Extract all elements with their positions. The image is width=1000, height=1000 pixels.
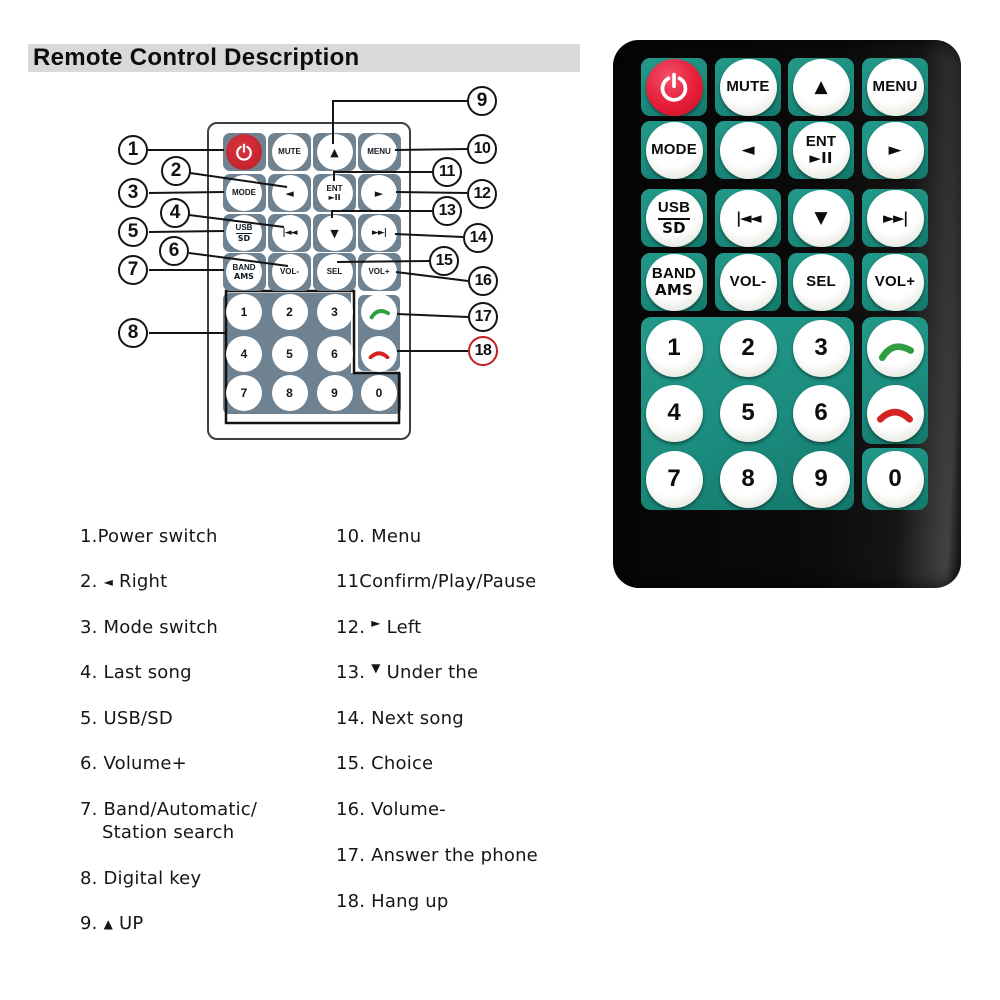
diagram-key-digit-0: [361, 375, 397, 411]
legend-text: 18. Hang up: [336, 891, 449, 912]
vol-plus-label: VOL+: [368, 267, 390, 277]
legend-text: Station search: [102, 822, 235, 843]
legend-item-left-4: [80, 708, 173, 729]
legend-item-left-3: [80, 662, 192, 683]
usb-sd-label: USB: [236, 223, 253, 234]
digit-2-label: 2: [741, 334, 755, 361]
band-ams-label: BAND: [232, 262, 256, 272]
photo-key-digit-9: [793, 451, 850, 508]
legend-item-right-7: [336, 845, 538, 866]
callout-18: 18: [468, 336, 498, 366]
diagram-key-digit-2: [272, 294, 308, 330]
answer-phone-icon: [367, 304, 391, 321]
sel-label: SEL: [326, 267, 343, 277]
diagram-key-answer-call: [361, 294, 397, 330]
diagram-key-power: [226, 134, 262, 170]
digit-8-label: 8: [741, 465, 755, 492]
legend-text: 8. Digital key: [80, 868, 202, 889]
diagram-key-digit-3: [317, 294, 353, 330]
down-glyph: ▼: [814, 208, 828, 228]
legend-text: 10. Menu: [336, 526, 422, 547]
next-glyph: ►►|: [882, 209, 908, 227]
legend-num: 12.: [336, 617, 366, 638]
previous-glyph: |◄◄: [282, 228, 297, 238]
photo-key-hang-up: [867, 385, 924, 442]
callout-11: 11: [432, 157, 462, 187]
ent-play-pause-label: ENT: [326, 183, 343, 193]
mode-label: MODE: [232, 188, 256, 198]
digit-5-label: 5: [741, 399, 755, 426]
photo-key-digit-8: [720, 451, 777, 508]
photo-key-mode: [646, 122, 703, 179]
photo-key-digit-0: [867, 451, 924, 508]
legend-num: 9.: [80, 913, 98, 934]
photo-key-right-arrow: [867, 122, 924, 179]
photo-key-answer-call: [867, 320, 924, 377]
legend-text: 5. USB/SD: [80, 708, 173, 729]
digit-2-label: 2: [286, 305, 293, 319]
legend-item-right-6: [336, 799, 446, 820]
photo-key-usb-sd: [646, 190, 703, 247]
left-arrow-glyph: ◄: [741, 140, 755, 160]
digit-1-label: 1: [667, 334, 681, 361]
digit-9-label: 9: [331, 385, 338, 400]
legend-text: 14. Next song: [336, 708, 464, 729]
digit-3-label: 3: [331, 305, 338, 319]
digit-9-label: 9: [814, 465, 828, 492]
diagram-key-usb-sd: [226, 215, 262, 251]
callout-7: 7: [118, 255, 148, 285]
photo-key-digit-1: [646, 320, 703, 377]
right-arrow-glyph: ►: [888, 140, 902, 160]
diagram-key-down: [317, 215, 353, 251]
diagram-key-up: [317, 134, 353, 170]
legend-item-right-0: [336, 526, 421, 547]
digit-0-label: 0: [375, 385, 383, 400]
digit-0-label: 0: [888, 465, 902, 492]
diagram-key-mode: [226, 175, 262, 211]
hangup-phone-icon: [368, 348, 390, 360]
diagram-key-right-arrow: [361, 175, 397, 211]
ent-play-pause-label: ENT: [805, 132, 837, 150]
legend-num: 13.: [336, 662, 366, 683]
legend-text: Under the: [386, 662, 479, 683]
legend-text: Left: [386, 617, 422, 638]
photo-key-left-arrow: [720, 122, 777, 179]
legend-text: 11Confirm/Play/Pause: [336, 571, 537, 592]
photo-key-digit-7: [646, 451, 703, 508]
diagram-key-left-arrow: [272, 175, 308, 211]
legend-text: 15. Choice: [336, 753, 434, 774]
power-icon: [657, 70, 691, 104]
previous-glyph: |◄◄: [735, 209, 761, 227]
photo-key-digit-6: [793, 385, 850, 442]
legend-text: 3. Mode switch: [80, 617, 218, 638]
digit-4-label: 4: [667, 399, 681, 426]
legend-text: 6. Volume+: [80, 753, 187, 774]
diagram-remote-body: [207, 122, 411, 440]
callout-12: 12: [467, 179, 497, 209]
legend-item-left-6-line2: [102, 822, 234, 843]
usb-sd-label2: SD: [662, 218, 686, 237]
digit-3-label: 3: [814, 334, 828, 361]
diagram-key-digit-8: [272, 375, 308, 411]
ent-play-pause-label2: ►II: [809, 149, 833, 167]
legend-text: 1.Power switch: [80, 526, 218, 547]
callout-17: 17: [468, 302, 498, 332]
legend-num: 2.: [80, 571, 98, 592]
diagram-key-vol-minus: [272, 254, 308, 290]
diagram-key-digit-9: [317, 375, 353, 411]
diagram-key-sel: [317, 254, 353, 290]
diagram-key-digit-4: [226, 336, 262, 372]
digit-7-label: 7: [667, 465, 681, 492]
callout-5: 5: [118, 217, 148, 247]
legend-item-right-1: [336, 571, 536, 592]
mode-label: MODE: [651, 140, 697, 158]
diagram-key-digit-6: [317, 336, 353, 372]
diagram-key-ent-play-pause: [317, 175, 353, 211]
legend-down-triangle-icon: ▼: [371, 661, 381, 675]
legend-item-left-1: [80, 571, 167, 592]
legend-item-left-5: [80, 753, 187, 774]
photo-key-power: [646, 59, 703, 116]
legend-item-left-8: [80, 913, 143, 934]
photo-key-mute: [720, 59, 777, 116]
photo-key-vol-minus: [720, 254, 777, 311]
callout-3: 3: [118, 178, 148, 208]
legend-text: UP: [119, 913, 144, 934]
band-ams-label: BAND: [651, 264, 697, 282]
diagram-key-band-ams: [226, 254, 262, 290]
down-glyph: ▼: [330, 226, 339, 240]
photo-key-menu: [867, 59, 924, 116]
legend-right-triangle-icon: ►: [371, 616, 381, 630]
legend-text: 7. Band/Automatic/: [80, 799, 258, 820]
diagram-key-digit-5: [272, 336, 308, 372]
page-title: Remote Control Description: [33, 44, 360, 71]
usb-sd-label2: SD: [237, 234, 251, 243]
photo-key-down: [793, 190, 850, 247]
up-glyph: ▲: [814, 77, 828, 97]
digit-1-label: 1: [240, 305, 248, 319]
menu-label: MENU: [872, 77, 918, 95]
digit-7-label: 7: [240, 385, 248, 400]
photo-remote-body: [613, 40, 961, 588]
menu-label: MENU: [367, 147, 391, 157]
legend-item-right-8: [336, 891, 449, 912]
digit-4-label: 4: [240, 346, 248, 361]
callout-9: 9: [467, 86, 497, 116]
digit-6-label: 6: [331, 346, 338, 361]
usb-sd-label: USB: [658, 200, 690, 219]
vol-minus-label: VOL-: [279, 267, 300, 277]
diagram-key-hang-up: [361, 336, 397, 372]
callout-15: 15: [429, 246, 459, 276]
legend-item-right-5: [336, 753, 433, 774]
legend-item-right-3: [336, 662, 478, 683]
diagram-key-next: [361, 215, 397, 251]
digit-6-label: 6: [814, 399, 828, 426]
legend-text: Right: [119, 571, 168, 592]
mute-label: MUTE: [278, 147, 301, 157]
photo-key-digit-5: [720, 385, 777, 442]
next-glyph: ►►|: [371, 228, 387, 238]
legend-item-right-2: [336, 617, 421, 638]
diagram-key-menu: [361, 134, 397, 170]
up-glyph: ▲: [330, 145, 339, 159]
callout-8: 8: [118, 318, 148, 348]
diagram-key-digit-7: [226, 375, 262, 411]
digit-8-label: 8: [286, 385, 293, 400]
answer-phone-icon: [874, 333, 916, 362]
hangup-phone-icon: [876, 403, 914, 424]
power-icon: [234, 142, 254, 162]
callout-4: 4: [160, 198, 190, 228]
legend-item-right-4: [336, 708, 464, 729]
ent-play-pause-label2: ►II: [328, 193, 341, 202]
right-arrow-glyph: ►: [374, 186, 384, 200]
photo-key-up: [793, 59, 850, 116]
callout-2: 2: [161, 156, 191, 186]
legend-text: 4. Last song: [80, 662, 192, 683]
photo-key-vol-plus: [867, 254, 924, 311]
title-bar: [28, 44, 580, 72]
legend-text: 16. Volume-: [336, 799, 446, 820]
legend-text: 17. Answer the phone: [336, 845, 538, 866]
sel-label: SEL: [806, 272, 836, 290]
photo-key-next: [867, 190, 924, 247]
photo-key-band-ams: [646, 254, 703, 311]
photo-key-sel: [793, 254, 850, 311]
legend-up-triangle-icon: ▲: [103, 917, 114, 931]
vol-plus-label: VOL+: [874, 272, 916, 290]
band-ams-label2: AMS: [234, 272, 254, 281]
vol-minus-label: VOL-: [729, 272, 767, 290]
callout-14: 14: [463, 223, 493, 253]
callout-6: 6: [159, 236, 189, 266]
band-ams-label2: AMS: [655, 281, 693, 299]
legend-item-left-7: [80, 868, 201, 889]
diagram-key-mute: [272, 134, 308, 170]
diagram-key-previous: [272, 215, 308, 251]
photo-key-previous: [720, 190, 777, 247]
callout-13: 13: [432, 196, 462, 226]
legend-item-left-0: [80, 526, 218, 547]
legend-left-triangle-icon: ◄: [103, 575, 114, 589]
diagram-key-digit-1: [226, 294, 262, 330]
photo-key-digit-3: [793, 320, 850, 377]
photo-key-ent-play-pause: [793, 122, 850, 179]
photo-key-digit-4: [646, 385, 703, 442]
callout-10: 10: [467, 134, 497, 164]
digit-5-label: 5: [286, 346, 293, 361]
legend-item-left-2: [80, 617, 218, 638]
callout-1: 1: [118, 135, 148, 165]
mute-label: MUTE: [726, 77, 770, 95]
left-arrow-glyph: ◄: [285, 186, 294, 200]
diagram-key-vol-plus: [361, 254, 397, 290]
photo-key-digit-2: [720, 320, 777, 377]
callout-16: 16: [468, 266, 498, 296]
legend-item-left-6: [80, 799, 257, 820]
